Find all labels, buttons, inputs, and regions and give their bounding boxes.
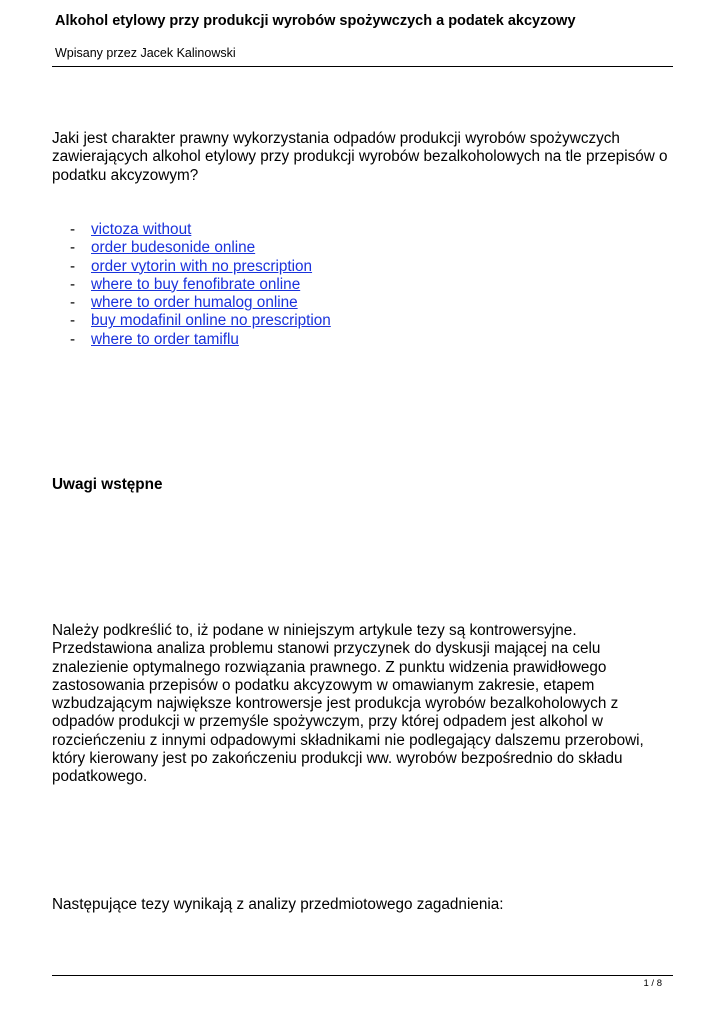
link-victoza-without[interactable]: victoza without [91,221,192,238]
link-order-budesonide-online[interactable]: order budesonide online [91,239,256,257]
link-list [70,221,331,349]
link-order-tamiflu[interactable]: where to order tamiflu [91,330,239,348]
list-bullet: - [70,257,76,275]
footer-divider [52,975,673,976]
header-divider [52,66,673,67]
list-bullet: - [70,239,76,257]
list-bullet: - [70,275,76,293]
link-buy-fenofibrate[interactable]: where to buy fenofibrate online [91,275,301,293]
link-buy-modafinil[interactable]: buy modafinil online no prescription [91,312,331,330]
list-item [70,312,331,330]
body-paragraph: Należy podkreślić to, iż podane w niniejszym artykule tezy są kontrowersyjne. Przedstawiona analiza problemu stanowi przyczynek do dyskusji mającej na celu znalezienie optymalnego rozwiązania prawnego. Z punktu widzenia prawidłowego zastosowania przepisów o podatku akcyzowym w omawianym zakresie, etapem wzbudzającym największe kontrowersje jest produkcja wyrobów bezalkoholowych z odpadów produkcji w przemyśle spożywczym, przy której odpadem jest alkohol w rozcieńczeniu z innymi odpadowymi składnikami nie podlegający dalszemu przerobowi, który kierowany jest po zakończeniu produkcji ww. wyrobów bezpośrednio do składu podatkowego. [52,622,644,786]
page-number: 1 / 8 [643,978,662,989]
author-line: Wpisany przez Jacek Kalinowski [55,46,236,60]
link-order-humalog[interactable]: where to order humalog online [91,294,298,312]
list-item [70,294,331,312]
list-item [70,276,331,294]
list-item [70,239,331,257]
list-bullet: - [70,312,76,330]
list-bullet: - [70,294,76,312]
intro-paragraph: Jaki jest charakter prawny wykorzystania odpadów produkcji wyrobów spożywczych zawierających alkohol etylowy przy produkcji wyrobów bezalkoholowych na tle przepisów o podatku akcyzowym? [52,130,668,184]
link-order-vytorin[interactable]: order vytorin with no prescription [91,257,313,275]
list-bullet: - [70,221,76,238]
document-title: Alkohol etylowy przy produkcji wyrobów spożywczych a podatek akcyzowy [55,13,576,29]
list-item [70,331,331,349]
list-bullet: - [70,330,76,348]
section-heading: Uwagi wstępne [52,476,163,493]
theses-intro-paragraph: Następujące tezy wynikają z analizy przedmiotowego zagadnienia: [52,896,504,913]
list-item [70,221,331,239]
list-item [70,258,331,276]
